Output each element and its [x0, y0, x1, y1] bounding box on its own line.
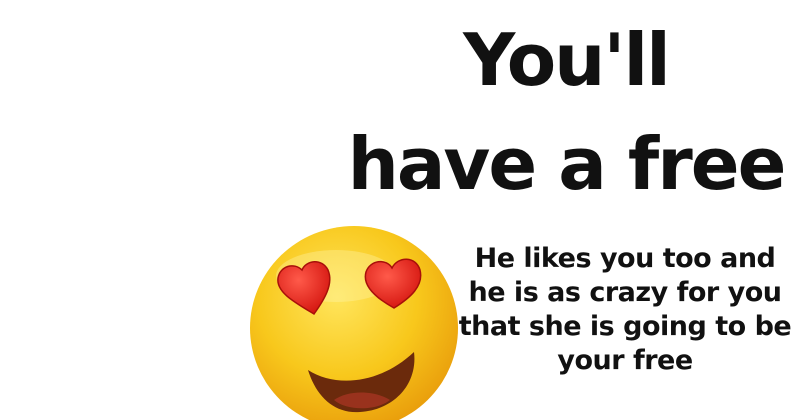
heart-eyes-emoji-icon — [244, 224, 464, 420]
caption — [450, 242, 800, 378]
headline-line-2: have a free — [347, 122, 785, 206]
headline-line-1: You'll — [463, 18, 669, 102]
caption-line-1: He likes you too and — [474, 243, 776, 274]
caption-line-2: he is as crazy for you — [468, 277, 782, 308]
headline — [346, 8, 786, 216]
caption-line-3: that she is going to be — [458, 311, 792, 342]
caption-line-4: your free — [557, 345, 693, 376]
